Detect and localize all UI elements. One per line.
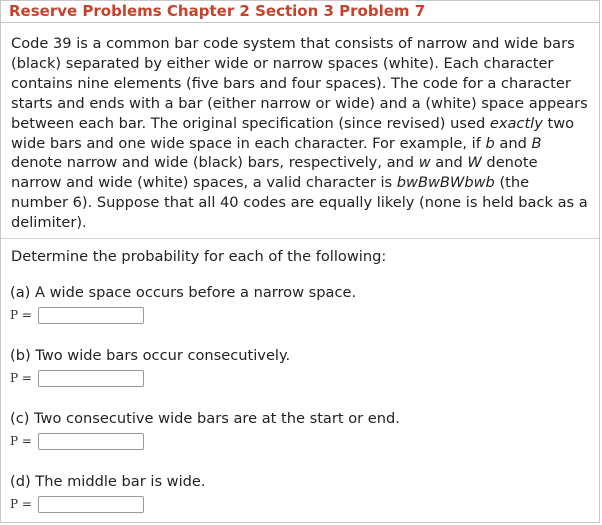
part-d-label: (d) The middle bar is wide. — [10, 473, 206, 490]
problem-title: Reserve Problems Chapter 2 Section 3 Problem 7 — [9, 2, 426, 20]
statement-and-2: and — [430, 154, 468, 172]
part-a — [10, 283, 356, 326]
part-c-label: (c) Two consecutive wide bars are at the start or end. — [10, 410, 400, 427]
problem-statement — [11, 34, 589, 233]
part-b-answer-input[interactable] — [38, 370, 144, 387]
part-a-answer-row — [10, 304, 356, 326]
part-a-answer-input[interactable] — [38, 307, 144, 324]
part-b-answer-row — [10, 367, 290, 389]
statement-mid-1: two wide bars and one wide space in each character. For example, if — [11, 114, 575, 152]
part-c-answer-row — [10, 430, 400, 452]
statement-intro: Code 39 is a common bar code system that consists of narrow and wide bars (black) separated by either wide or narrow spaces (white). Each character contains nine elements (five bars and four spaces). The code for a character starts and ends with a bar (either narrow or wide) and a (white) space appears between each bar. The original specification (since revised) used — [11, 35, 588, 132]
part-d-answer-input[interactable] — [38, 496, 144, 513]
part-c — [10, 409, 400, 452]
instruction-text: Determine the probability for each of the following: — [11, 248, 387, 266]
statement-mid-3: denote narrow and wide (white) spaces, a valid character is — [11, 154, 538, 192]
emphasis-exactly: exactly — [489, 114, 543, 132]
statement-and-1: and — [494, 134, 532, 152]
statement-mid-2: denote narrow and wide (black) bars, respectively, and — [11, 154, 419, 172]
part-d-answer-row — [10, 493, 206, 515]
part-c-answer-input[interactable] — [38, 433, 144, 450]
part-b-p-label: P = — [10, 371, 32, 385]
part-a-p-label: P = — [10, 308, 32, 322]
section-divider — [1, 238, 599, 239]
symbol-narrow-space: w — [418, 154, 431, 172]
part-a-label: (a) A wide space occurs before a narrow space. — [10, 284, 357, 301]
statement-outro: (the number 6). Suppose that all 40 codes are equally likely (none is held back as a delimiter). — [11, 174, 588, 232]
symbol-wide-bar: B — [531, 134, 542, 152]
part-b — [10, 346, 290, 389]
part-b-label: (b) Two wide bars occur consecutively. — [10, 347, 291, 364]
part-d-p-label: P = — [10, 497, 32, 511]
title-bar — [1, 1, 599, 23]
example-code: bwBwBWbwb — [396, 174, 495, 192]
symbol-narrow-bar: b — [485, 134, 495, 152]
part-c-p-label: P = — [10, 434, 32, 448]
problem-content — [1, 23, 599, 267]
symbol-wide-space: W — [467, 154, 482, 172]
part-d — [10, 472, 206, 515]
